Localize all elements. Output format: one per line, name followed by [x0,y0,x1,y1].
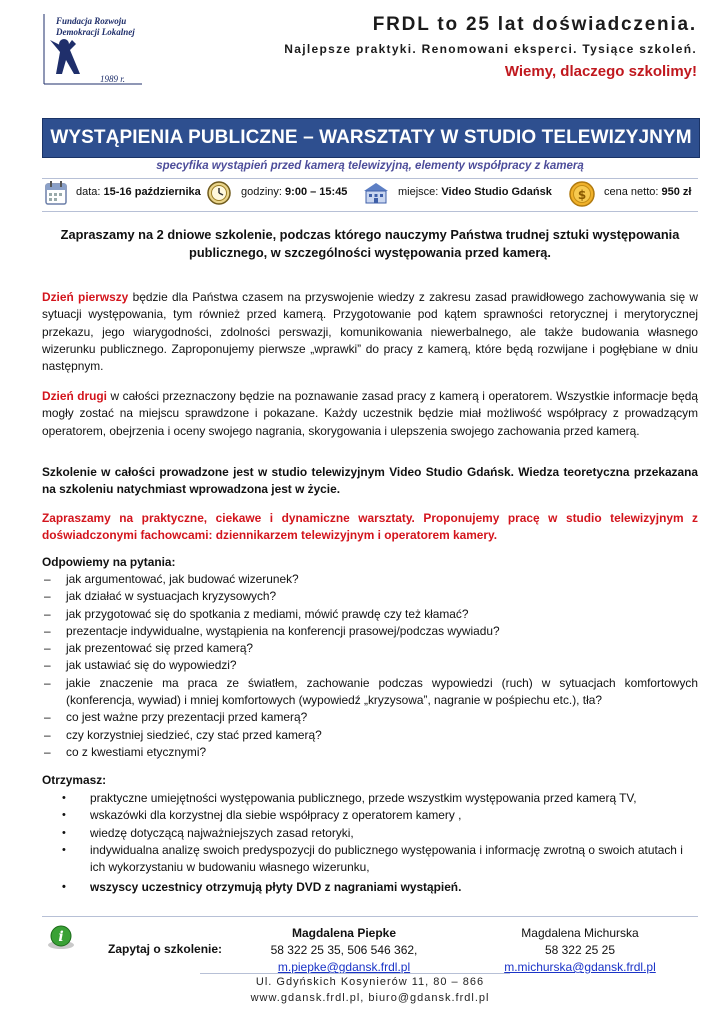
contact-name: Magdalena Piepke [291,926,397,940]
place-label: miejsce: [398,186,439,198]
dash-bullet: – [44,606,51,621]
list-item [42,571,698,588]
question-text: jak prezentować się przed kamerą? [66,641,254,656]
list-item [42,879,698,896]
logo-name [56,16,135,38]
svg-text:i: i [58,929,64,945]
dot-bullet: • [62,881,66,894]
dash-bullet: – [44,641,51,656]
day1-label: Dzień pierwszy [42,290,129,304]
studio-note: Szkolenie w całości prowadzone jest w studio telewizyjnym Video Studio Gdańsk. Wiedza teoretyczna przekazana na szkoleniu natychmiast wprowadzona jest w życie. [42,465,698,497]
price-label: cena netto: [604,186,659,198]
intro-text: Zapraszamy na 2 dniowe szkolenie, podczas którego nauczymy Państwa trudnej sztuki występowania publicznego, w szczególności występowania przed kamerą. [60,227,680,260]
list-item [42,744,698,761]
dash-bullet: – [44,710,51,725]
list-item [42,807,698,824]
list-item [42,825,698,842]
question-text: jak działać w systuacjach kryzysowych? [66,589,277,604]
day1-paragraph [42,289,698,375]
list-item [42,657,698,674]
contact-email-link[interactable]: m.piepke@gdansk.frdl.pl [277,960,411,974]
question-text: jak ustawiać się do wypowiedzi? [66,658,237,673]
contact-email-link[interactable]: m.michurska@gdansk.frdl.pl [504,960,656,974]
footer-address: Ul. Gdyńskich Kosynierów 11, 80 – 866 [255,976,485,988]
title-banner [42,118,700,158]
info-price [604,186,691,198]
dash-bullet: – [44,658,51,673]
dot-bullet: • [62,826,66,839]
info-icon [46,924,76,955]
questions-list [42,571,698,761]
footer-divider [42,916,698,917]
contact-phone: 58 322 25 25 [544,943,616,957]
gain-text-bold: wszyscy uczestnicy otrzymują płyty DVD z nagraniami wystąpień. [90,880,462,895]
gain-text: praktyczne umiejętności występowania publicznego, przede wszystkim występowania przed kamerą TV, [90,791,637,805]
contact-piepke [244,925,444,976]
logo-line1: Fundacja Rozwoju [56,16,127,26]
contact-michurska [480,925,680,976]
question-text: jak argumentować, jak budować wizerunek? [66,572,299,586]
dash-bullet: – [44,589,51,604]
header-title: FRDL to 25 lat doświadczenia. [372,14,697,35]
calendar-icon [44,180,68,211]
page-title: WYSTĄPIENIA PUBLICZNE – WARSZTATY W STUDIO TELEWIZYJNYM [50,127,692,148]
svg-text:$: $ [577,188,587,202]
invite-paragraph: Zapraszamy na praktyczne, ciekawe i dynamiczne warsztaty. Proponujemy pracę w studio telewizyjnym z doświadczonymi fachowcami: dziennikarzem telewizyjnym i operatorem kamery. [42,511,698,543]
list-item [42,842,698,877]
hours-value: 9:00 – 15:45 [285,186,348,198]
dot-bullet: • [62,809,66,822]
gain-text: indywidualna analizę swoich predyspozycji do publicznego występowania i informację zwrotną o swoich atutach i ich wykorzystaniu w budowaniu własnego wizerunku, [90,842,683,875]
building-icon [362,181,390,210]
info-hours [241,186,347,198]
question-text: jakie znaczenie ma praca ze światłem, zachowanie podczas wypowiedzi (ruch) w sytuacjach komfortowych (konferencja, wywiad) i mniej komfortowych (wypowiedź „kryzysowa”, nagranie w pośpiechu etc.), tła? [66,675,698,708]
coin-icon [568,180,596,213]
logo-year: 1989 r. [100,74,126,84]
dot-bullet: • [62,792,66,804]
question-text: prezentacje indywidualne, wystąpienia na konferencji prasowej/podczas wywiadu? [66,623,500,638]
question-text: co z kwestiami etycznymi? [66,744,207,759]
logo-line2: Demokracji Lokalnej [56,27,135,37]
footer-web: www.gdansk.frdl.pl, biuro@gdansk.frdl.pl [250,992,490,1004]
page-subtitle: specyfika wystąpień przed kamerą telewizyjną, elementy współpracy z kamerą [156,160,584,172]
dot-bullet: • [62,843,66,856]
list-item [42,588,698,605]
info-date [76,186,201,198]
dash-bullet: – [44,572,51,586]
contact-name: Magdalena Michurska [521,926,639,940]
questions-heading: Odpowiemy na pytania: [42,555,176,569]
info-place [398,186,552,198]
day2-text: w całości przeznaczony będzie na poznawanie zasad pracy z kamerą i operatorem. Wszystkie informacje będą mogły zostać na miejscu sprawdzone i pokazane. Każdy uczestnik będzie miał możliwość współpracy z prowadzącym operatorem, obejrzenia i oceny swojego nagrania, skorygowania i ulepszenia swojego zachowania przed kamerą. [42,389,698,438]
list-item [42,623,698,640]
contact-phone: 58 322 25 35, 506 546 362, [270,943,418,957]
header-slogan: Wiemy, dlaczego szkolimy! [504,63,697,80]
list-item [42,790,698,807]
day2-paragraph [42,388,698,440]
gain-text: wskazówki dla korzystnej dla siebie współpracy z operatorem kamery , [90,808,462,823]
date-value: 15-16 października [103,186,201,198]
dash-bullet: – [44,675,51,690]
header-subtitle: Najlepsze praktyki. Renomowani eksperci. Tysiące szkoleń. [284,42,697,56]
list-item [42,606,698,623]
question-text: jak przygotować się do spotkania z mediami, mówić prawdę czy też kłamać? [66,606,469,621]
clock-icon [206,180,232,211]
gains-heading: Otrzymasz: [42,773,107,787]
address-divider [200,973,510,974]
list-item [42,675,698,710]
list-item [42,640,698,657]
list-item [42,709,698,726]
gains-list [42,790,698,897]
dash-bullet: – [44,727,51,742]
day2-label: Dzień drugi [42,389,107,403]
ask-label: Zapytaj o szkolenie: [108,942,223,956]
dash-bullet: – [44,623,51,638]
hours-label: godziny: [241,186,282,198]
place-value: Video Studio Gdańsk [441,186,552,198]
day1-text: będzie dla Państwa czasem na przyswojenie wiedzy z zakresu zasad prawidłowego zachowywania się w sytuacji występowania, tym również przed kamerą. Przygotowanie pod kątem sprawności retorycznej i merytorycznej przekazu, jego wiarygodności, zdolności perswazji, komunikowania niewerbalnego, ale także budowania własnego wizerunku publicznego. Zaproponujemy pierwsze „wprawki” do pracy z kamerą, które będą rozwijane i pogłębiane w dniu następnym. [42,290,699,374]
question-text: co jest ważne przy prezentacji przed kamerą? [66,710,308,725]
gain-text: wiedzę dotyczącą najważniejszych zasad retoryki, [90,825,354,840]
date-label: data: [76,186,101,198]
list-item [42,727,698,744]
price-value: 950 zł [661,186,692,198]
dash-bullet: – [44,744,51,759]
question-text: czy korzystniej siedzieć, czy stać przed kamerą? [66,727,322,742]
